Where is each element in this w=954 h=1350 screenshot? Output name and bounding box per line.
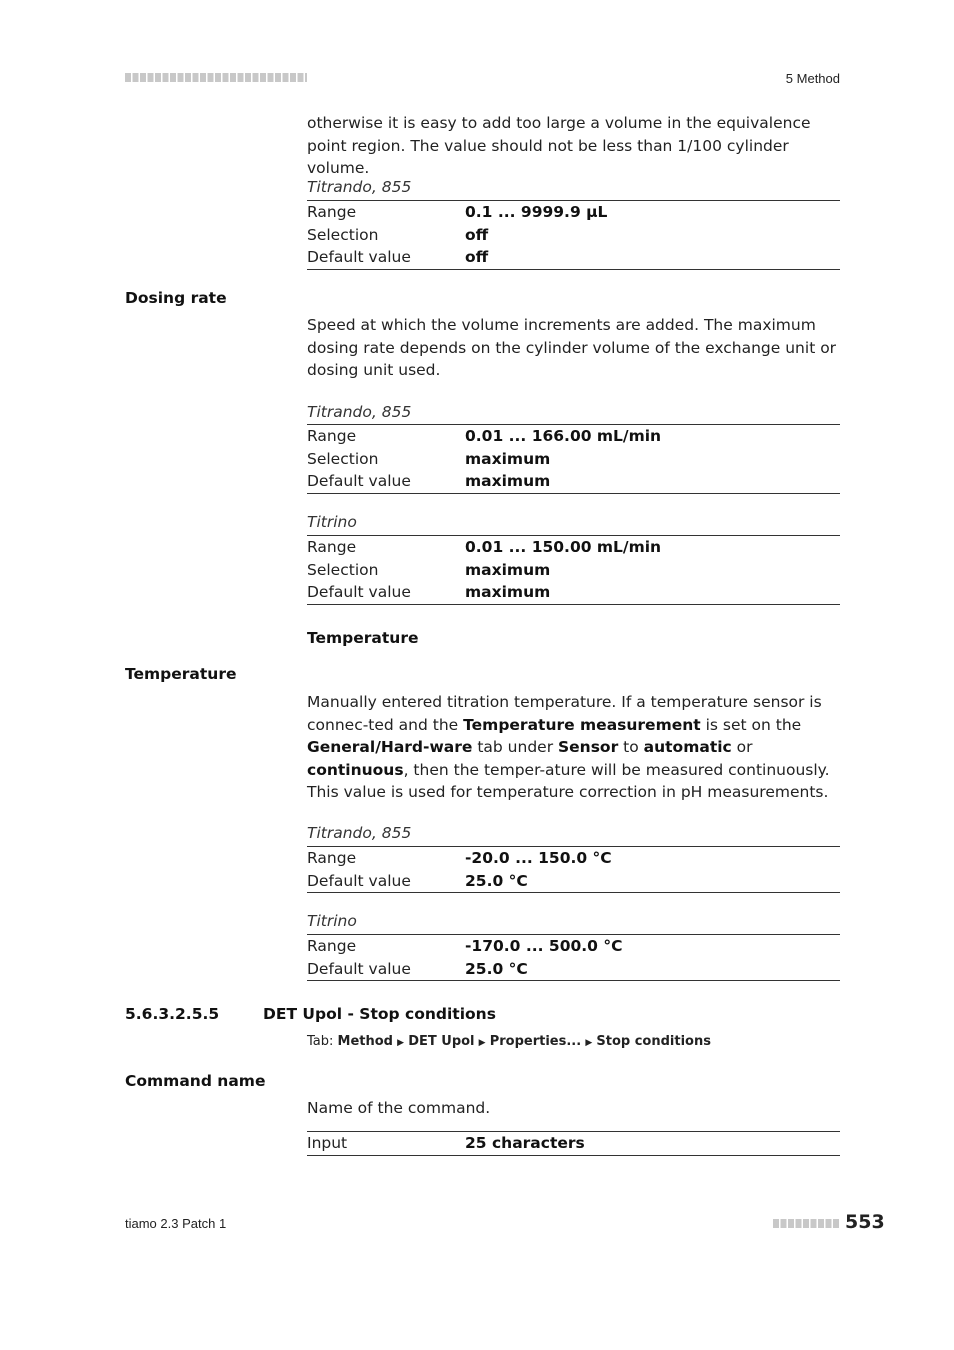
footer-decoration <box>773 1219 840 1228</box>
parameter-table <box>307 934 840 981</box>
table-row <box>307 536 840 559</box>
table-row <box>307 470 840 493</box>
table-row <box>307 847 840 870</box>
arrow-right-icon: ▶ <box>585 1038 593 1048</box>
row-key: Selection <box>307 225 379 244</box>
tab-path-item: Properties... <box>489 1034 582 1049</box>
table-row <box>307 1132 840 1155</box>
parameter-table <box>307 535 840 605</box>
footer-product: tiamo 2.3 Patch 1 <box>125 1216 227 1231</box>
table-row <box>307 581 840 604</box>
row-value: 0.01 ... 166.00 mL/min <box>465 427 662 446</box>
command-name-heading: Command name <box>125 1072 266 1090</box>
row-key: Input <box>307 1134 348 1153</box>
row-key: Range <box>307 538 357 557</box>
row-key: Default value <box>307 871 411 890</box>
parameter-table <box>307 424 840 494</box>
parameter-table <box>307 1131 840 1156</box>
row-value: maximum <box>465 560 551 579</box>
tab-path: Tab: Method ▶ DET Upol ▶ Properties... ▶ Stop conditions <box>307 1034 711 1049</box>
row-value: maximum <box>465 449 551 468</box>
row-key: Range <box>307 937 357 956</box>
tab-path-item: DET Upol <box>408 1034 475 1049</box>
row-value: 0.01 ... 150.00 mL/min <box>465 538 662 557</box>
row-key: Default value <box>307 472 411 491</box>
table-row <box>307 246 840 269</box>
temperature-paragraph: Manually entered titration temperature. If a temperature sensor is connec-ted and the Temperature measurement is set on the General/Hard-ware tab under Sensor to automatic or continuous, then the temper-ature will be measured continuously. This value is used for temperature correction in pH measurements. <box>307 693 830 802</box>
dosing-rate-heading: Dosing rate <box>125 289 227 307</box>
table-row <box>307 958 840 981</box>
section-number: 5.6.3.2.5.5 <box>125 1005 220 1023</box>
table-row <box>307 935 840 958</box>
command-name-paragraph: Name of the command. <box>307 1099 491 1117</box>
row-key: Selection <box>307 449 379 468</box>
running-header: 5 Method <box>785 71 840 86</box>
row-value: 25.0 °C <box>465 959 528 978</box>
tab-path-item: Stop conditions <box>596 1034 711 1049</box>
row-key: Range <box>307 203 357 222</box>
table-caption: Titrando, 855 <box>307 178 412 196</box>
parameter-table <box>307 846 840 893</box>
table-row <box>307 425 840 448</box>
arrow-right-icon: ▶ <box>478 1038 486 1048</box>
table-caption: Titrando, 855 <box>307 403 412 421</box>
row-value: 0.1 ... 9999.9 µL <box>465 203 608 222</box>
row-key: Default value <box>307 583 411 602</box>
table-caption: Titrino <box>307 912 357 930</box>
row-value: -170.0 ... 500.0 °C <box>465 937 623 956</box>
table-caption: Titrino <box>307 513 357 531</box>
header-decoration <box>125 73 307 82</box>
row-value: off <box>465 225 489 244</box>
row-value: maximum <box>465 472 551 491</box>
intro-paragraph: otherwise it is easy to add too large a volume in the equivalence point region. The value should not be less than 1/100 cylinder volume. <box>307 114 811 178</box>
table-row <box>307 448 840 471</box>
row-value: maximum <box>465 583 551 602</box>
row-value: 25.0 °C <box>465 871 528 890</box>
table-row <box>307 201 840 224</box>
dosing-rate-paragraph: Speed at which the volume increments are added. The maximum dosing rate depends on the cylinder volume of the exchange unit or dosing unit used. <box>307 316 837 380</box>
tab-path-item: Method <box>337 1034 393 1049</box>
section-title: DET Upol - Stop conditions <box>263 1005 496 1023</box>
temperature-heading: Temperature <box>125 665 237 683</box>
row-value: -20.0 ... 150.0 °C <box>465 849 612 868</box>
row-key: Range <box>307 849 357 868</box>
row-key: Selection <box>307 560 379 579</box>
table-row <box>307 870 840 893</box>
page-number: 553 <box>845 1211 885 1233</box>
table-row <box>307 224 840 247</box>
row-value: off <box>465 248 489 267</box>
row-value: 25 characters <box>465 1134 585 1153</box>
row-key: Default value <box>307 959 411 978</box>
parameter-table <box>307 200 840 270</box>
table-row <box>307 559 840 582</box>
row-key: Default value <box>307 248 411 267</box>
table-caption: Titrando, 855 <box>307 824 412 842</box>
arrow-right-icon: ▶ <box>397 1038 405 1048</box>
row-key: Range <box>307 427 357 446</box>
temperature-group-heading: Temperature <box>307 629 419 647</box>
